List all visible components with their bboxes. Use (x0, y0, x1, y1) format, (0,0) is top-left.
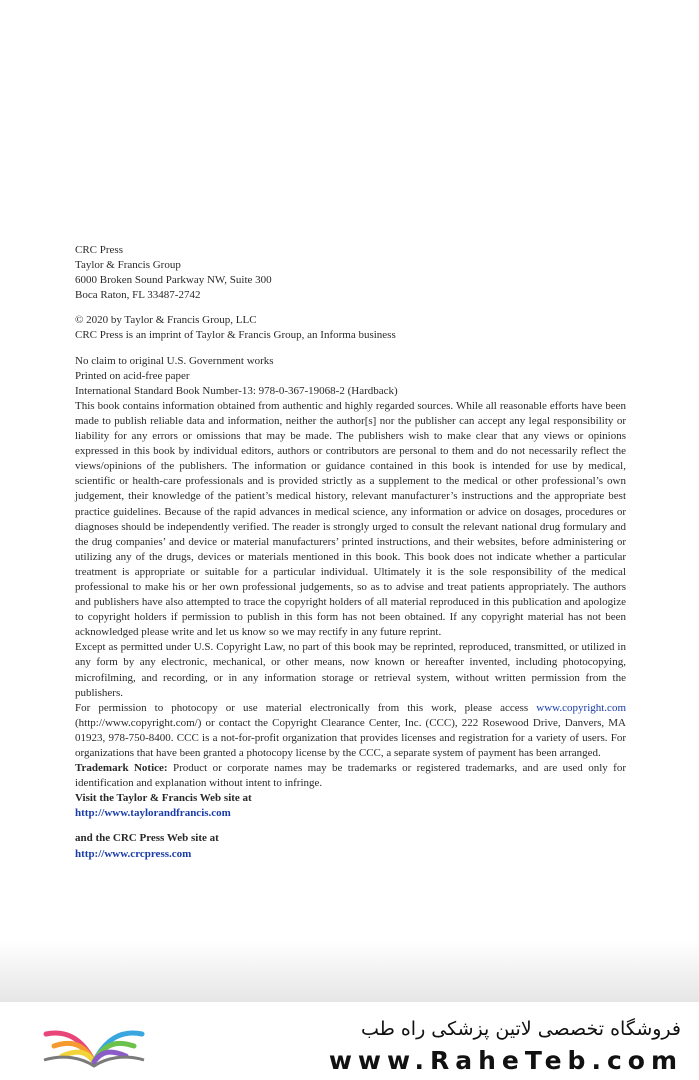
trademark-label: Trademark Notice: (75, 762, 168, 775)
address-line: 6000 Broken Sound Parkway NW, Suite 300 (75, 274, 272, 287)
store-title: فروشگاه تخصصی لاتین پزشکی راه طب (361, 1018, 681, 1040)
tf-website (75, 791, 626, 821)
crc-website (75, 831, 626, 861)
tf-website-label: Visit the Taylor & Francis Web site at (75, 792, 252, 805)
copyright-line: © 2020 by Taylor & Francis Group, LLC (75, 314, 257, 327)
store-banner (0, 1002, 699, 1080)
address-line: Taylor & Francis Group (75, 259, 181, 272)
address-line: Boca Raton, FL 33487-2742 (75, 289, 201, 302)
copyright-notice (75, 313, 626, 343)
store-url[interactable]: www.RaheTeb.com (328, 1046, 683, 1075)
crc-website-link[interactable]: http://www.crcpress.com (75, 847, 192, 860)
address-line: CRC Press (75, 244, 123, 256)
publisher-address (75, 243, 626, 303)
disclaimer-paragraph: This book contains information obtained from authentic and highly regarded sources. While all reasonable efforts have been made to publish reliable data and information, neither the author[s] nor the publisher can accept any legal responsibility or liability for any errors or omissions that may be made. The publishers wish to make clear that any views or opinions expressed in this book by individual editors, authors or contributors are personal to them and do not necessarily reflect the views/opinions of the publishers. The information or guidance contained in this book is intended for use by medical, scientific or health-care professionals and is provided strictly as a supplement to the medical or other professional’s own judgement, their knowledge of the patient’s medical history, relevant manufacturer’s instructions and the appropriate best practice guidelines. Because of the rapid advances in medical science, any information or advice on dosages, procedures or diagnoses should be independently verified. The reader is strongly urged to consult the relevant national drug formulary and the drug companies’ and device or material manufacturers’ printed instructions, and their websites, before administering or utilizing any of the drugs, devices or materials mentioned in this book. This book does not indicate whether a particular treatment is appropriate or suitable for a particular individual. Ultimately it is the sole responsibility of the medical professional to make his or her own professional judgements, so as to advise and treat patients appropriately. The authors and publishers have also attempted to trace the copyright holders of all material reproduced in this publication and apologize to copyright holders if permission to publish in this form has not been obtained. If any copyright material has not been acknowledged please write and let us know so we may rectify in any future reprint. (75, 399, 626, 639)
trademark-paragraph (75, 761, 626, 791)
crc-website-label: and the CRC Press Web site at (75, 832, 219, 845)
trademark-text: Product or corporate names may be trademarks or registered trademarks, and are used only for identification and explanation without intent to infringe. (75, 762, 626, 790)
page-bottom-shadow (0, 940, 699, 1002)
copyright-com-link[interactable]: www.copyright.com (536, 701, 626, 714)
isbn-line: International Standard Book Number-13: 978-0-367-19068-2 (Hardback) (75, 384, 398, 397)
open-book-logo-icon (38, 1016, 150, 1070)
imprint-line: CRC Press is an imprint of Taylor & Francis Group, an Informa business (75, 329, 396, 342)
copyright-page-content (75, 243, 626, 872)
acid-free-line: Printed on acid-free paper (75, 369, 190, 382)
tf-website-link[interactable]: http://www.taylorandfrancis.com (75, 807, 231, 820)
no-claim-line: No claim to original U.S. Government works (75, 354, 274, 367)
copyright-law-paragraph: Except as permitted under U.S. Copyright Law, no part of this book may be reprinted, reproduced, transmitted, or utilized in any form by any electronic, mechanical, or other means, now known or hereafter invented, including photocopying, microfilming, and recording, or in any information storage or retrieval system, without written permission from the publishers. (75, 641, 626, 699)
permission-text: For permission to photocopy or use material electronically from this work, please access (75, 701, 537, 714)
permission-text-rest: (http://www.copyright.com/) or contact the Copyright Clearance Center, Inc. (CCC), 222 Rosewood Drive, Danvers, MA 01923, 978-750-8400. CCC is a not-for-profit organization that provides licenses and registration for a variety of users. For organizations that have been granted a photocopy license by the CCC, a separate system of payment has been arranged. (75, 716, 626, 759)
permission-paragraph (75, 701, 626, 761)
